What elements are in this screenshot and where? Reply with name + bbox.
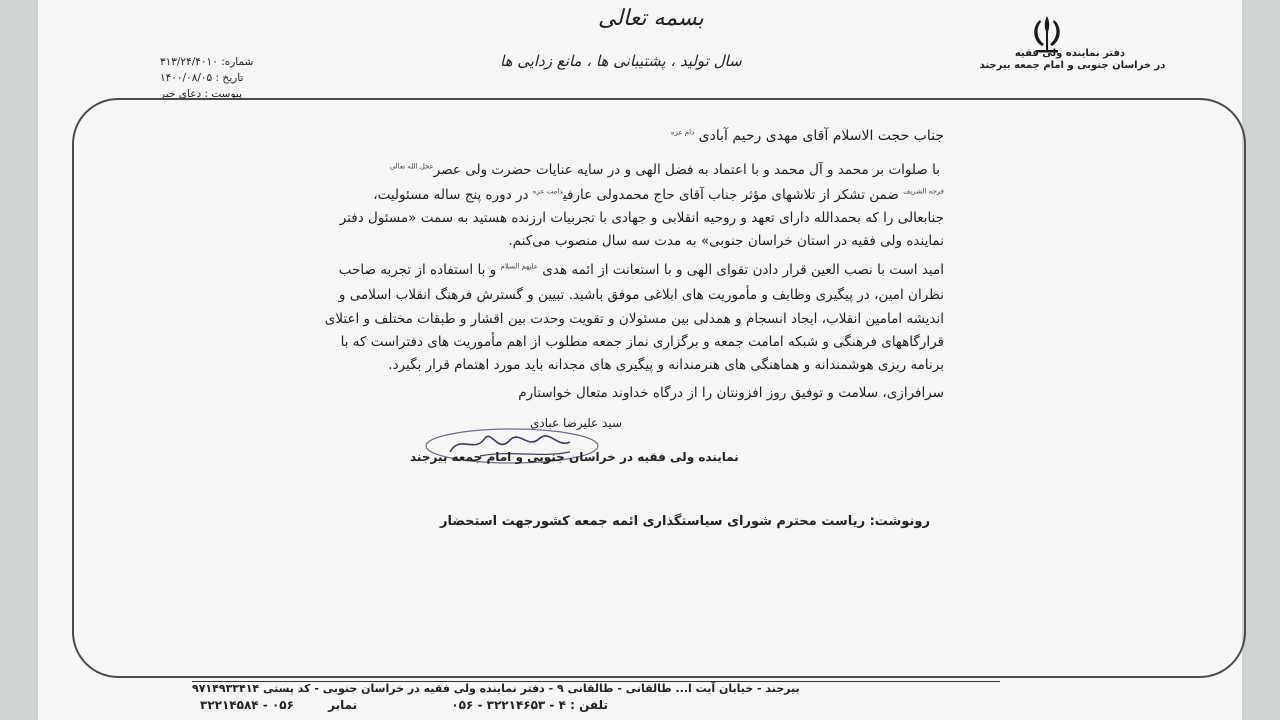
paragraph1-line2: $^{فرجه الشریف}$ ضمن تشکر از تلاشهای مؤثر جناب آقای حاج محمدولی عارفی$^{دامت عزه}$ در دوره پنج ساله مسئولیت، — [373, 187, 944, 203]
year-slogan: سال تولید ، پشتیبانی ها ، مانع زدایی ها — [500, 52, 742, 70]
letter-number — [160, 56, 253, 68]
number-value: ۳۱۳/۲۴/۴۰۱۰ — [160, 56, 218, 68]
footer-address: بیرجند - خیابان آیت ا... طالقانی - طالقانی ۹ - دفتر نماینده ولی فقیه در خراسان جنوبی - کد پستی ۹۷۱۴۹۳۳۴۱۴ — [192, 682, 800, 695]
date-value: ۱۴۰۰/۰۸/۰۵ — [160, 72, 213, 84]
paragraph2-line4: قرارگاههای فرهنگی و شبکه امامت جمعه و برگزاری نماز جمعه مطلوب از اهم مأموریت های دفتراست که با — [340, 334, 944, 350]
paragraph1-line3: جنابعالی را که بحمدالله دارای تعهد و روحیه انقلابی و جهادی با تجربیات ارزنده هستید به سمت «مسئول دفتر — [339, 210, 944, 226]
attachment-value: دعای خیر — [160, 88, 202, 100]
number-label: شماره: — [221, 56, 254, 68]
org-name-line2: در خراسان جنوبی و امام جمعه بیرجند — [979, 60, 1166, 71]
signer-title: نماینده ولی فقیه در خراسان جنوبی و امام جمعه بیرجند — [410, 450, 739, 464]
paragraph1-line1: با صلوات بر محمد و آل محمد و با اعتماد به فضل الهی و در سایه عنایات حضرت ولی عصر$^{عجل الله تعالی}$ — [389, 162, 940, 178]
paragraph2-line5: برنامه ریزی هوشمندانه و هماهنگی های هنرمندانه و پیگیری های مجدانه باید مورد اهتمام قرار بگیرد. — [388, 357, 944, 373]
fax-label: نمابر — [328, 698, 358, 712]
carbon-copy: رونوشت: ریاست محترم شورای سیاستگذاری ائمه جمعه کشورجهت استحضار — [440, 514, 930, 529]
signer-name: سید علیرضا عبادی — [530, 416, 622, 430]
salutation: جناب حجت الاسلام آقای مهدی رحیم آبادی $^{دام عزه}$ — [670, 128, 944, 144]
phone-label: تلفن : — [570, 698, 608, 712]
paragraph2-line1: امید است با نصب العین قرار دادن تقوای الهی و با استعانت از ائمه هدی $^{علیهم السلام}$ و با استفاده از تجربه صاحب — [338, 262, 944, 278]
footer-contacts — [200, 698, 608, 712]
closing-line: سرافرازی، سلامت و توفیق روز افزونتان را از درگاه خداوند متعال خواستارم — [518, 385, 944, 401]
paragraph2-line2: نظران امین، در پیگیری وظایف و مأموریت های ابلاغی موفق باشید. تبیین و گسترش فرهنگ انقلاب اسلامی و — [338, 287, 944, 303]
paragraph1-line4: نماینده ولی فقیه در استان خراسان جنوبی» به مدت سه سال منصوب می‌کنم. — [508, 233, 944, 249]
paragraph2-line3: اندیشه امامین انقلاب، ایجاد انسجام و همدلی بین مسئولان و تقویت وحدت بین اقشار و طبقات مختلف و اعتلای — [324, 311, 944, 327]
letter-date — [160, 72, 243, 84]
fax-value: ۰۵۶ - ۳۲۲۱۴۵۸۴ — [200, 698, 294, 712]
date-label: تاریخ : — [215, 72, 244, 84]
phone-value: ۴ - ۳۲۲۱۴۶۵۳ - ۰۵۶ — [451, 698, 566, 712]
attachment-label: پیوست : — [204, 88, 242, 100]
basmala: بسمه تعالی — [598, 6, 704, 31]
org-name-line1: دفتر نماینده ولی فقیه — [1014, 48, 1126, 59]
